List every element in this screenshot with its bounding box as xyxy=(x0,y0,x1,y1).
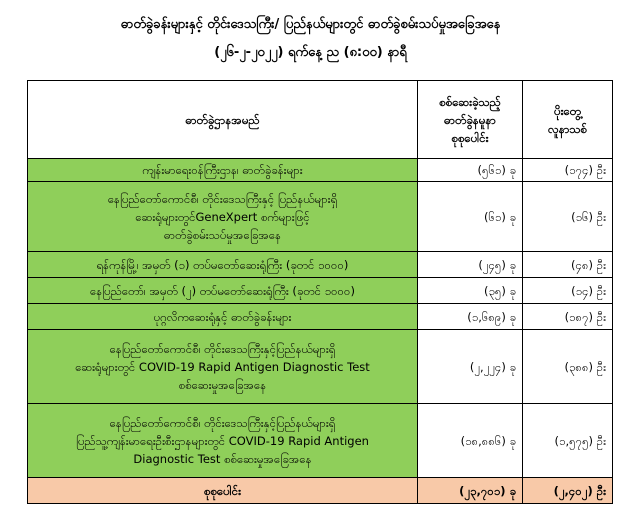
lab-name-line: ပုဂ္ဂလိကဆေးရုံနှင့် ဓာတ်ခွဲခန်းများ xyxy=(153,309,292,324)
header-tested-line: စစ်ဆေးခဲ့သည့် xyxy=(439,94,501,109)
report-title: ဓာတ်ခွဲခန်းများနှင့် တိုင်းဒေသကြီး/ ပြည်နယ်များတွင် ဓာတ်ခွဲစမ်းသပ်မှုအခြေအနေ xyxy=(120,17,501,32)
lab-name-cell xyxy=(28,182,418,252)
positive-cell: (၁၆) ဦး xyxy=(523,182,613,252)
tested-cell: (၆၁) ခု xyxy=(418,182,523,252)
lab-name-cell xyxy=(28,304,418,330)
tested-cell: (၂,၂၂၄) ခု xyxy=(418,330,523,404)
lab-name-cell xyxy=(28,159,418,182)
lab-name-line: နေပြည်တော်ကောင်စီ၊ တိုင်းဒေသကြီးနှင့်ပြည်နယ်များရှိ xyxy=(109,341,336,356)
tested-cell: (၅၆၁) ခု xyxy=(418,159,523,182)
total-positive: (၂,၄၀၂) ဦး xyxy=(523,478,613,504)
lab-name-line: စစ်ဆေးမှုအခြေအနေ xyxy=(178,377,267,392)
lab-name-line: နေပြည်တော်၊ အမှတ် (၂) တပ်မတော်ဆေးရုံကြီး (ခုတင် ၁၀၀၀) xyxy=(90,283,355,298)
table-row xyxy=(28,252,613,278)
header-positive-line: လူနာသစ် xyxy=(547,121,588,136)
tested-cell: (၃၅) ခု xyxy=(418,278,523,304)
table-row xyxy=(28,278,613,304)
lab-name-cell xyxy=(28,278,418,304)
header-tested xyxy=(418,81,523,159)
header-lab-name: ဓာတ်ခွဲဌာနအမည် xyxy=(28,81,418,159)
table-row xyxy=(28,330,613,404)
report-date: (၂၆-၂-၂၀၂၂) ရက်နေ့ ည (၈:၀၀) နာရီ xyxy=(214,45,407,60)
lab-name-line: ပြည်သူ့ကျန်းမာရေးဦးစီးဌာနများတွင် COVID-19 Rapid Antigen xyxy=(76,433,369,448)
lab-name-cell xyxy=(28,330,418,404)
lab-name-cell xyxy=(28,252,418,278)
positive-cell: (၃၈၈) ဦး xyxy=(523,330,613,404)
positive-cell: (၁၄) ဦး xyxy=(523,278,613,304)
lab-name-line: ကျန်းမာရေးဝန်ကြီးဌာန၊ ဓာတ်ခွဲခန်းများ xyxy=(142,163,303,177)
total-label: စုစုပေါင်း xyxy=(28,478,418,504)
positive-cell: (၁၈၇) ဦး xyxy=(523,304,613,330)
positive-cell: (၁၇၄) ဦး xyxy=(523,159,613,182)
lab-name-line: Diagnostic Test စစ်ဆေးမှုအခြေအနေ xyxy=(133,451,312,466)
lab-name-cell xyxy=(28,404,418,478)
tested-cell: (၂၄၅) ခု xyxy=(418,252,523,278)
total-row xyxy=(28,478,613,504)
tested-cell: (၁,၆၈၉) ခု xyxy=(418,304,523,330)
lab-name-line: နေပြည်တော်ကောင်စီ၊ တိုင်းဒေသကြီးနှင့် ပြည်နယ်များရှိ xyxy=(107,191,338,206)
header-positive-line: ပိုးတွေ့ xyxy=(554,103,581,118)
tested-cell: (၁၈,၈၈၆) ခု xyxy=(418,404,523,478)
header-tested-line: စုစုပေါင်း xyxy=(451,130,489,145)
header-positive xyxy=(523,81,613,159)
lab-name-line: ဓာတ်ခွဲစမ်းသပ်မှုအခြေအနေ xyxy=(163,227,282,242)
table-row xyxy=(28,304,613,330)
table-row xyxy=(28,404,613,478)
table-row xyxy=(28,182,613,252)
lab-name-line: နေပြည်တော်ကောင်စီ၊ တိုင်းဒေသကြီးနှင့်ပြည်နယ်များရှိ xyxy=(109,415,336,430)
lab-name-line: ဆေးရုံများတွင်GeneXpert စက်များဖြင့် xyxy=(135,209,310,224)
header-tested-line: ဓာတ်ခွဲနမူနာ xyxy=(443,112,497,127)
lab-name-line: ရန်ကုန်မြို့၊ အမှတ် (၁) တပ်မတော်ဆေးရုံကြီး (ခုတင် ၁၀၀၀) xyxy=(96,257,349,272)
positive-cell: (၄၈) ဦး xyxy=(523,252,613,278)
total-tested: (၂၃,၇၀၁) ခု xyxy=(418,478,523,504)
lab-name-line: ဆေးရုံများတွင် COVID-19 Rapid Antigen Diagnostic Test xyxy=(75,359,370,374)
lab-testing-table xyxy=(27,80,613,504)
positive-cell: (၁,၅၇၅) ဦး xyxy=(523,404,613,478)
table-row xyxy=(28,159,613,182)
